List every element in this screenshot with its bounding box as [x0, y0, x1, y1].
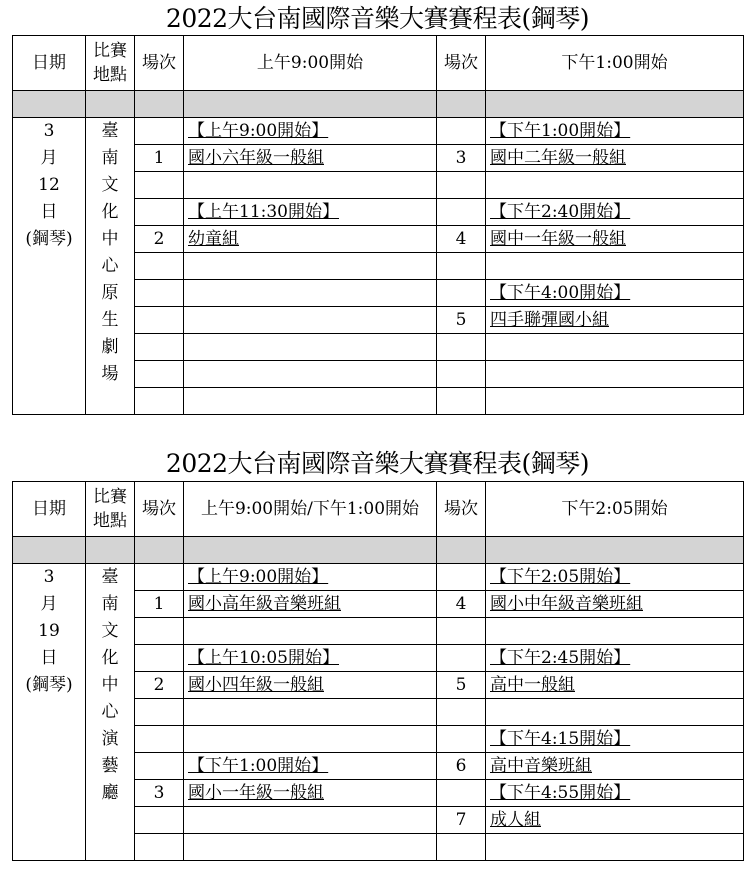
date-char: 日 [40, 202, 58, 222]
event-left [184, 672, 437, 699]
session-number-right [437, 388, 486, 415]
session-number-left [135, 361, 184, 388]
event-left [184, 145, 437, 172]
session-number-right [437, 834, 486, 861]
event-right [486, 834, 744, 861]
event-left [184, 253, 437, 280]
event-right-text: 國小中年級音樂班組 [490, 594, 643, 614]
session-number-right: 6 [437, 753, 486, 780]
event-right [486, 199, 744, 226]
date-char: (鋼琴) [25, 229, 73, 249]
session-number-right: 4 [437, 591, 486, 618]
date-cell [13, 118, 86, 415]
date-char: 月 [40, 594, 58, 614]
date-char: 3 [43, 121, 55, 141]
venue-cell [86, 564, 135, 861]
event-left-text: 幼童組 [188, 229, 239, 249]
header-venue [86, 36, 135, 91]
table-row [13, 118, 744, 145]
session-number-left [135, 118, 184, 145]
venue-char: 中 [101, 675, 119, 695]
venue-char: 南 [101, 148, 119, 168]
header-am-title: 上午9:00開始 [184, 36, 437, 91]
event-right [486, 226, 744, 253]
session-number-left [135, 564, 184, 591]
event-right [486, 699, 744, 726]
session-number-right [437, 726, 486, 753]
schedule-title-2: 2022大台南國際音樂大賽賽程表(鋼琴) [165, 449, 590, 478]
session-number-right [437, 280, 486, 307]
event-right [486, 145, 744, 172]
event-left [184, 780, 437, 807]
session-number-right [437, 172, 486, 199]
event-right-text: 國中一年級一般組 [490, 229, 626, 249]
event-right [486, 780, 744, 807]
event-right [486, 564, 744, 591]
event-right [486, 361, 744, 388]
schedule-table-1 [12, 35, 744, 415]
event-left [184, 645, 437, 672]
separator-cell [86, 91, 135, 118]
event-left [184, 118, 437, 145]
venue-char: 生 [101, 310, 119, 330]
event-right [486, 618, 744, 645]
event-left [184, 834, 437, 861]
venue-char: 臺 [101, 121, 119, 141]
venue-char: 劇 [101, 337, 119, 357]
event-right [486, 172, 744, 199]
date-char: (鋼琴) [25, 675, 73, 695]
table-row [13, 564, 744, 591]
venue-char: 藝 [101, 756, 119, 776]
event-right-text: 【下午2:40開始】 [490, 202, 631, 222]
event-right [486, 753, 744, 780]
event-left [184, 307, 437, 334]
header-venue-line1: 比賽 [93, 487, 127, 507]
session-number-right [437, 780, 486, 807]
header-venue-line1: 比賽 [93, 41, 127, 61]
session-number-right [437, 118, 486, 145]
session-number-left [135, 307, 184, 334]
session-number-right: 5 [437, 307, 486, 334]
venue-char: 演 [101, 729, 119, 749]
session-number-right [437, 618, 486, 645]
separator-cell [486, 91, 744, 118]
header-date: 日期 [13, 482, 86, 537]
event-left-text: 【上午9:00開始】 [188, 121, 329, 141]
session-number-left: 3 [135, 780, 184, 807]
event-right [486, 280, 744, 307]
event-right-text: 【下午4:15開始】 [490, 729, 631, 749]
event-left [184, 199, 437, 226]
separator-row [13, 91, 744, 118]
header-row [13, 36, 744, 91]
event-left-text: 國小一年級一般組 [188, 783, 324, 803]
header-session-left: 場次 [135, 482, 184, 537]
event-right [486, 807, 744, 834]
event-right [486, 118, 744, 145]
session-number-left [135, 199, 184, 226]
event-right [486, 672, 744, 699]
header-row [13, 482, 744, 537]
venue-char: 中 [101, 229, 119, 249]
session-number-left [135, 334, 184, 361]
date-char: 19 [38, 621, 60, 641]
venue-char: 南 [101, 594, 119, 614]
schedule-title-1: 2022大台南國際音樂大賽賽程表(鋼琴) [165, 4, 590, 33]
header-pm-title: 下午2:05開始 [486, 482, 744, 537]
event-right [486, 591, 744, 618]
separator-cell [86, 537, 135, 564]
event-right-text: 國中二年級一般組 [490, 148, 626, 168]
separator-cell [13, 537, 86, 564]
venue-char: 化 [101, 202, 119, 222]
header-session-right: 場次 [437, 36, 486, 91]
event-left-text: 【下午1:00開始】 [188, 756, 329, 776]
event-right-text: 成人組 [490, 810, 541, 830]
venue-char: 文 [101, 621, 119, 641]
event-right [486, 726, 744, 753]
venue-cell [86, 118, 135, 415]
event-right [486, 334, 744, 361]
date-char: 日 [40, 648, 58, 668]
header-venue-line2: 地點 [93, 511, 127, 531]
event-left-text: 國小四年級一般組 [188, 675, 324, 695]
event-left [184, 564, 437, 591]
separator-cell [437, 91, 486, 118]
separator-cell [437, 537, 486, 564]
event-left [184, 699, 437, 726]
session-number-right [437, 334, 486, 361]
event-right [486, 388, 744, 415]
venue-char: 心 [101, 702, 119, 722]
event-right-text: 【下午4:55開始】 [490, 783, 631, 803]
event-left [184, 618, 437, 645]
event-right [486, 307, 744, 334]
event-left-text: 【上午9:00開始】 [188, 567, 329, 587]
session-number-right: 3 [437, 145, 486, 172]
event-right-text: 【下午2:05開始】 [490, 567, 631, 587]
session-number-right [437, 361, 486, 388]
venue-char: 場 [101, 364, 119, 384]
session-number-left [135, 388, 184, 415]
event-left [184, 226, 437, 253]
event-right-text: 【下午1:00開始】 [490, 121, 631, 141]
header-pm-title: 下午1:00開始 [486, 36, 744, 91]
session-number-left [135, 280, 184, 307]
session-number-left [135, 645, 184, 672]
venue-char: 心 [101, 256, 119, 276]
session-number-left [135, 618, 184, 645]
header-venue-line2: 地點 [93, 65, 127, 85]
event-left [184, 172, 437, 199]
date-char: 3 [43, 567, 55, 587]
event-right-text: 四手聯彈國小組 [490, 310, 609, 330]
schedule-table-2 [12, 481, 744, 861]
session-number-right [437, 564, 486, 591]
session-number-right: 5 [437, 672, 486, 699]
event-left [184, 726, 437, 753]
date-char: 月 [40, 148, 58, 168]
session-number-right [437, 699, 486, 726]
event-right-text: 高中一般組 [490, 675, 575, 695]
separator-cell [184, 91, 437, 118]
event-left-text: 【上午10:05開始】 [188, 648, 339, 668]
separator-cell [184, 537, 437, 564]
venue-char: 臺 [101, 567, 119, 587]
session-number-right [437, 199, 486, 226]
header-venue [86, 482, 135, 537]
event-right-text: 高中音樂班組 [490, 756, 592, 776]
session-number-left: 2 [135, 226, 184, 253]
session-number-left [135, 699, 184, 726]
session-number-left [135, 834, 184, 861]
session-number-right: 4 [437, 226, 486, 253]
separator-cell [135, 537, 184, 564]
event-left [184, 753, 437, 780]
header-am-title: 上午9:00開始/下午1:00開始 [184, 482, 437, 537]
event-left [184, 334, 437, 361]
event-left-text: 【上午11:30開始】 [188, 202, 339, 222]
session-number-right: 7 [437, 807, 486, 834]
event-left [184, 361, 437, 388]
separator-cell [135, 91, 184, 118]
event-left [184, 591, 437, 618]
venue-char: 廳 [101, 783, 119, 803]
event-left [184, 807, 437, 834]
venue-char: 文 [101, 175, 119, 195]
separator-row [13, 537, 744, 564]
session-number-left [135, 172, 184, 199]
header-session-right: 場次 [437, 482, 486, 537]
event-left [184, 280, 437, 307]
date-cell [13, 564, 86, 861]
session-number-right [437, 645, 486, 672]
date-char: 12 [38, 175, 60, 195]
session-number-left [135, 807, 184, 834]
header-date: 日期 [13, 36, 86, 91]
separator-cell [13, 91, 86, 118]
separator-cell [486, 537, 744, 564]
session-number-left [135, 253, 184, 280]
session-number-left [135, 726, 184, 753]
event-right-text: 【下午2:45開始】 [490, 648, 631, 668]
event-left-text: 國小六年級一般組 [188, 148, 324, 168]
event-right [486, 645, 744, 672]
event-right-text: 【下午4:00開始】 [490, 283, 631, 303]
session-number-left: 1 [135, 591, 184, 618]
session-number-left: 1 [135, 145, 184, 172]
session-number-left [135, 753, 184, 780]
header-session-left: 場次 [135, 36, 184, 91]
event-left-text: 國小高年級音樂班組 [188, 594, 341, 614]
session-number-right [437, 253, 486, 280]
venue-char: 化 [101, 648, 119, 668]
venue-char: 原 [101, 283, 119, 303]
event-right [486, 253, 744, 280]
event-left [184, 388, 437, 415]
session-number-left: 2 [135, 672, 184, 699]
